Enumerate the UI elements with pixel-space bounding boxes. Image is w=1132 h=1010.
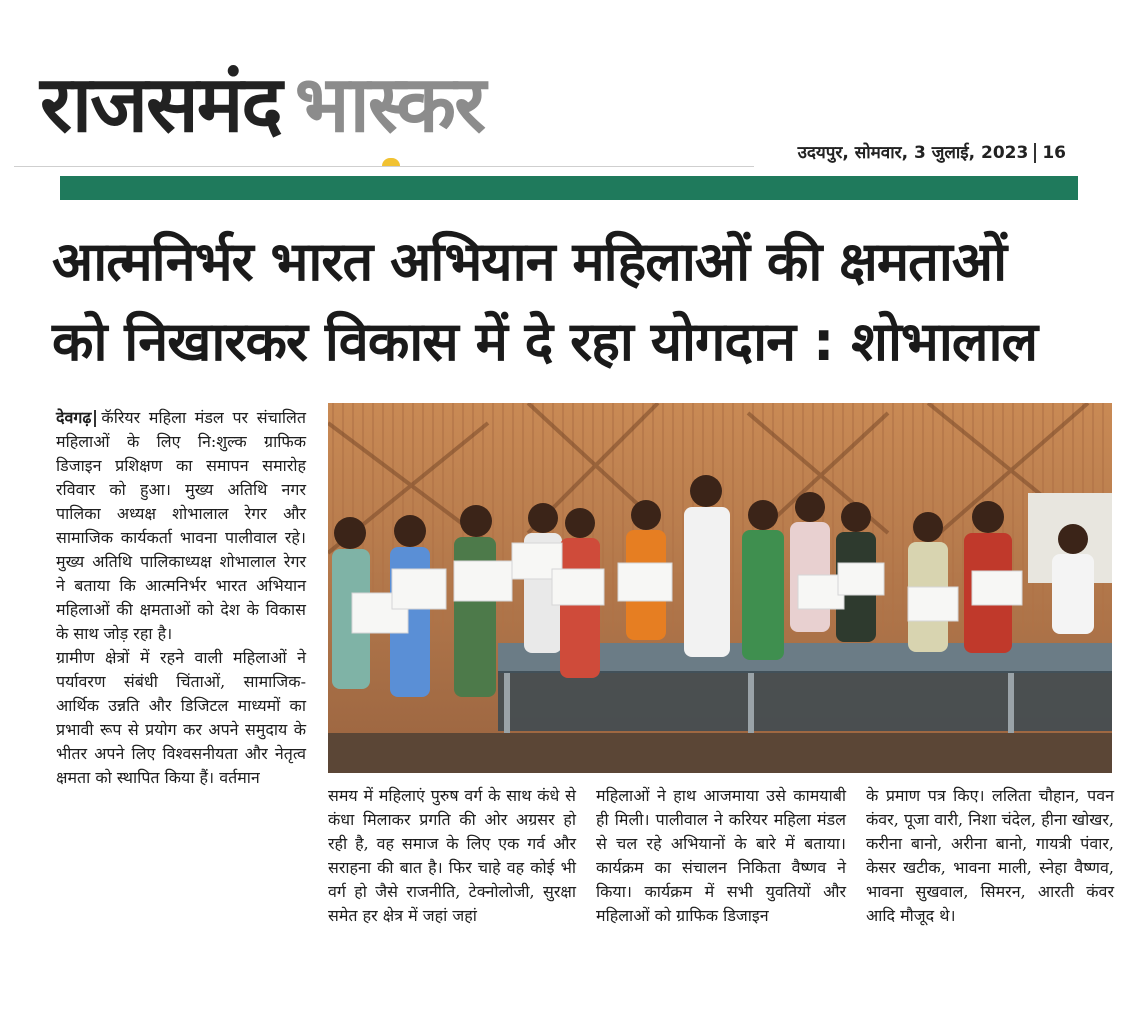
masthead-part1: राजसमंद [40,60,281,150]
page-number: 16 [1042,143,1066,163]
article-col4-text: के प्रमाण पत्र किए। ललिता चौहान, पवन कंवर, पूजा वारी, निशा चंदेल, हीना खोखर, करीना बानो, अरीना बानो, गायत्री पंवार, केसर खटीक, भावना माली, स्नेहा वैष्णव, भावना सुखवाल, सिमरन, आरती कंवर आदि मौजूद थे। [866,786,1114,925]
group-photo-illustration [328,403,1112,773]
dateline-separator [1034,143,1036,163]
color-band [60,176,1078,200]
article-col2-text: समय में महिलाएं पुरुष वर्ग के साथ कंधे से कंधा मिलाकर प्रगति की ओर अग्रसर हो रही है, वह समाज के लिए एक गर्व और सराहना की बात है। फिर चाहे वह कोई भी वर्ग हो जैसे राजनीति, टेक्नोलोजी, सुरक्षा समेत हर क्षेत्र में जहां जहां [328,786,576,925]
article-column-4 [866,784,1114,928]
masthead-rule [14,166,754,167]
article-column-2 [328,784,576,928]
article-column-3 [596,784,846,928]
dateline [798,140,1066,163]
dateline-text: उदयपुर, सोमवार, 3 जुलाई, 2023 [797,143,1029,163]
masthead [40,48,484,148]
sun-logo-icon [382,158,400,166]
headline [52,222,1092,382]
place-separator [94,410,96,427]
group-photo [328,403,1112,773]
masthead-part2: भास्कर [294,60,484,150]
article-col1-p2: ग्रामीण क्षेत्रों में रहने वाली महिलाओं ने पर्यावरण संबंधी चिंताओं, सामाजिक-आर्थिक उन्नति और डिजिटल माध्यमों का प्रभावी रूप से प्रयोग कर अपने समुदाय के भीतर अपने लिए विश्वसनीयता और नेतृत्व क्षमता को स्थापित किया हैं। वर्तमान [56,648,306,787]
headline-line-2: को निखारकर विकास में दे रहा योगदान : शोभालाल [52,310,1038,373]
headline-line-1: आत्मनिर्भर भारत अभियान महिलाओं की क्षमताओं [52,230,1007,293]
article-col3-text: महिलाओं ने हाथ आजमाया उसे कामयाबी ही मिली। पालीवाल ने करियर महिला मंडल से चल रहे अभियानों के बारे में बताया। कार्यक्रम का संचालन निकिता वैष्णव ने किया। कार्यक्रम में सभी युवतियों और महिलाओं को ग्राफिक डिजाइन [596,786,846,925]
dateline-place: देवगढ़ [56,408,92,427]
article-paragraph-1 [56,406,306,646]
article-col1-p1: कॅरियर महिला मंडल पर संचालित महिलाओं के लिए नि:शुल्क ग्राफिक डिजाइन प्रशिक्षण का समापन समारोह रविवार को हुआ। मुख्य अतिथि नगर पालिका अध्यक्ष शोभालाल रेगर और सामाजिक कार्यकर्ता भावना पालीवाल रहे। मुख्य अतिथि पालिकाध्यक्ष शोभालाल रेगर ने बताया कि आत्मनिर्भर भारत अभियान महिलाओं की क्षमताओं को देश के विकास के साथ जोड़ रहा है। [56,408,306,643]
article-column-1 [56,406,306,790]
